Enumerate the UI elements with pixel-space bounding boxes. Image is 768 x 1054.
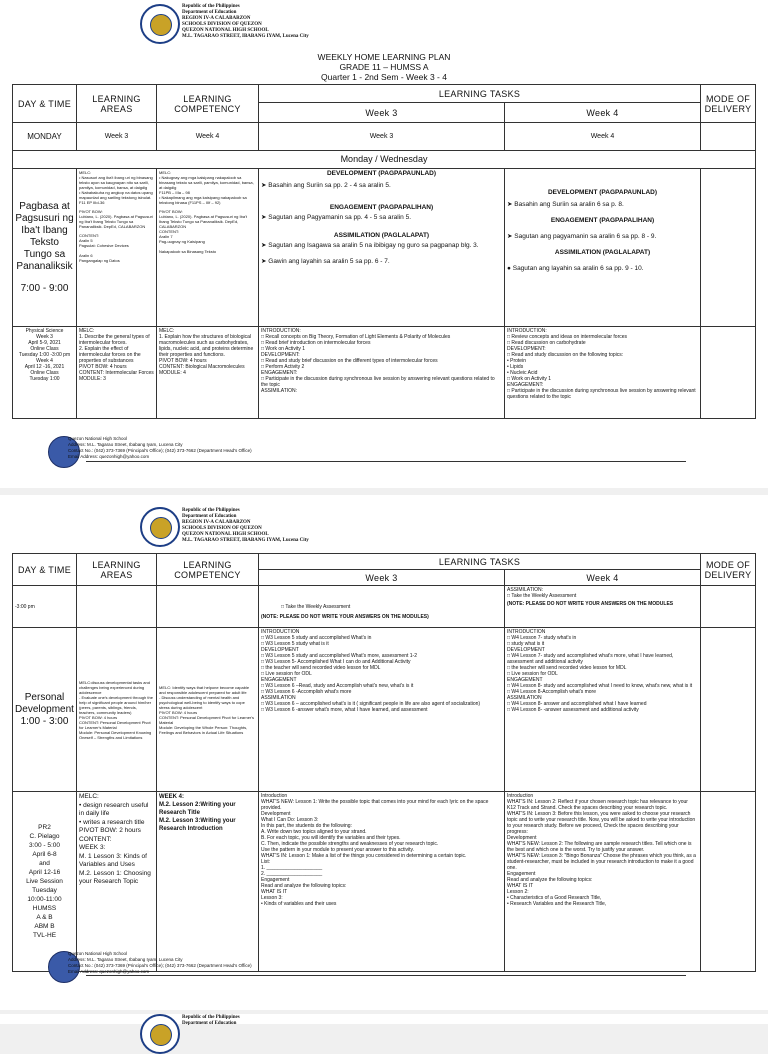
header-line: REGION IV-A CALABARZON [182,16,251,21]
footer-divider [86,975,686,976]
w3-assimilation-item-1: ➤ Sagutan ang Isagawa sa aralin 5 na ibibigay ng guro sa pagpanap blg. 3. [261,242,479,249]
col-week-4: Week 4 [505,570,701,586]
filipino-week3-tasks [259,169,505,327]
pd-areas-cell: MELC:discuss developmental tasks and challenges being experienced during adolescence - Evaluate one's development through the help of significant people around him/her (peers, parents, siblings, friends, teachers, community leaders) PIVOT BOW: 4 hours CONTENT: Personal Development Pivot for Learner's Material Module: Personal Development Knowing Oneself – Strengths and Limitations [77,628,157,792]
pr2-competency-cell: WEEK 4: M.2. Lesson 2:Writing your Research Title M.2. Lesson 3:Writing your Research Introduction [157,792,259,972]
mode-cell [701,586,756,628]
w3-assessment: □ Take the Weekly Assessment [281,604,351,610]
col-learning-tasks: LEARNING TASKS [259,85,701,103]
assessment-week4-cell [505,586,701,628]
deped-seal-icon [140,1014,180,1054]
areas-week3: Week 3 [77,123,157,151]
plan-heading: WEEKLY HOME LEARNING PLAN [317,52,451,62]
filipino-areas-cell [77,169,157,327]
w3-engagement-item: ➤ Sagutan ang Pagyamanin sa pp. 4 - 5 sa aralin 5. [261,214,411,221]
col-mode-of-delivery: MODE OF DELIVERY [701,85,756,123]
footer-school: Quezon National High School [68,951,128,956]
melc-pagbasa-a: MELC: • Nasusuri ang iba't ibang uri ng binasang teksto ayon sa kaugnayan nito sa sarili, pamilya, komunidad, bansa, at daigdig • Nababakuha ng angkop na datos upang mapaunlad ang sariling tekstong isinulat. F11 EP IIId-36 [79,170,153,205]
mode-cell [701,123,756,151]
pr2-week3-tasks: Introduction WHAT'S NEW: Lesson 1: Write the possible topic that comes into your mind for each lyric on the space provided. Development What I Can Do: Lesson 3: In this part, the students do the following: A. Write down two topics aligned to your strand. B. For each topic, you will identify the variables and their types. C. Then, indicate the possible strengths and weaknesses of your research topic. Use the pattern in your module to present your answer to this activity. WHAT'S IN: Lesson 1: Make a list of the things you considered in determining a certain topic. List: 1. ____________________ 2. ____________________ Engagement Read and analyze the following topics: WHAT IS IT Lesson 3: • Kinds of variables and their uses [259,792,505,972]
header-line: M.L. TAGARAO STREET, IBABANG IYAM, Lucena City [182,34,309,39]
header-line: Department of Education [182,514,237,519]
deped-seal-icon [140,507,180,547]
science-areas-cell: MELC: 1. Describe the general types of intermolecular forces. 2. Explain the effect of intermolecular forces on the properties of substances PIVOT BOW: 4 hours CONTENT: Intermolecular Forces MODULE: 3 [77,327,157,419]
content-pagbasa-a: CONTENT: Aralin 5 Pagsulat: Cohesive Devices Aralin 6 Pangangalap ng Datos [79,233,129,263]
pr2-day-cell: PR2 C. Pielago 3:00 - 5:00 April 6-8 and April 12-16 Live Session Tuesday 10:00-11:00 HUMSS A & B ABM B TVL-HE [13,792,77,972]
plan-grade: GRADE 11 – HUMSS A [339,62,429,72]
science-competency-cell: MELC: 1. Explain how the structures of biological macromolecules such as carbohydrates, lipids, nucleic acid, and proteins determine their properties and functions. PIVOT BOW: 4 hours CONTENT: Biological Macromolecules MODULE: 4 [157,327,259,419]
pd-subject-cell: Personal Development 1:00 - 3:00 [13,628,77,792]
page-3 [0,1014,768,1024]
page-2 [0,495,768,1010]
footer-address: Address: M.L. Tagarao Street, Ibabang Iyam, Lucena City [68,957,183,962]
w4-assimilation-heading: ASSIMILATION (PAGLALAPAT) [554,249,651,256]
plan-quarter: Quarter 1 - 2nd Sem - Week 3 - 4 [321,72,447,82]
science-week4-tasks: INTRODUCTION: □ Review concepts and ideas on intermolecular forces □ Read discussion on carbohydrate DEVELOPMENT: □ Read and study discussion on the following topics: • Protein • Lipids • Nucleic Acid □ Work on Activity 1 ENGAGEMENT: □ Participate in the discussion during synchronous live session by answering relevant questions related to the topic [505,327,701,419]
header-line: Republic of the Philippines [182,508,240,513]
pd-competency-cell: MELC: Identify ways that helpone become capable and responsible adolescent prepared for adult life - Discuss understanding of mental health and psychological well-being to identify ways to cope stress during adolescent PIVOT BOW: 4 hours CONTENT: Personal Development Pivot for Learner's Material Module: Developing the Whole Person: Thoughts, Feelings and Behaviors in Actual Life Situations [157,628,259,792]
filipino-competency-cell [157,169,259,327]
assessment-week3-cell [259,586,505,628]
melc-pagbasa-b: MELC: • Nakugnay ang mga kaisipang nakapaloob sa binasang teksto sa sarili, pamilya, komunidad, bansa, at daigdig F11PB – IIIa – 98 • Nakapilmang ang mga kaisipang nakapaloob sa tekstong binasa (F11PS – IIIf – 92) [159,170,254,205]
col-day: DAY & TIME [13,554,77,586]
monday-wednesday-banner: Monday / Wednesday [13,151,756,169]
task-week3: Week 3 [259,123,505,151]
w3-development-item: ➤ Basahin ang Suriin sa pp. 2 - 4 sa aralin 5. [261,182,391,189]
pr2-week4-tasks: Introduction WHAT'S IN: Lesson 2: Reflect if your chosen research topic has relevance to your K12 Track and Strand. Check the spaces describing your research topic. WHAT'S IN: Lesson 3: Before this lesson, you were asked to choose your research topic and to write your research title. Now, you will be asked to write your introduction to your research study. Before we proceed, Check the spaces describing your progress: Development WHAT'S NEW: Lesson 2: The following are sample research titles. Tell which one is the best and which one is the worst. Try to justify your answer. WHAT'S NEW: Lesson 3: "Bingo Bonanza" Choose the phrases which you think, as a student-researcher, must be included in your research introduction to make it a good one. Engagement Read and analyze the following topics: WHAT IS IT Lesson 2: • Characteristics of a Good Research Title, • Research Variables and the Research Title, [505,792,701,972]
w3-note: (NOTE: PLEASE DO NOT WRITE YOUR ANSWERS ON THE MODULES) [261,614,429,620]
footer-email: Email Address: quezonhigh@yahoo.com [68,969,150,974]
w3-assimilation-heading: ASSIMILATION (PAGLALAPAT) [333,232,430,239]
col-learning-areas: LEARNING AREAS [77,85,157,123]
w4-development-heading: DEVELOPMENT (PAGPAPAUNLAD) [547,189,658,196]
w4-assessment: ASSIMILATION: □ Take the Weekly Assessment [507,587,577,599]
w4-development-item: ➤ Basahin ang Suriin sa aralin 6 sa p. 8. [507,201,624,208]
pd-week4-tasks: INTRODUCTION □ W4 Lesson 7- study what's in □ study what is it DEVELOPMENT □ W4 Lesson 7- study and accomplished what's more, what I have learned, assessment and additional activity □ the teacher will send recorded video lesson for MDL □ Live session for ODL ENGAGEMENT □ W4 Lesson 8- study and accomplished what I need to know, what's new, what is it □ W4 Lesson 8-Accomplish what's more ASSIMILATION □ W4 Lesson 8- answer and accomplished what I have learned □ W4 Lesson 8- -answer assessment and additional activity [505,628,701,792]
col-learning-areas: LEARNING AREAS [77,554,157,586]
header-line: M.L. TAGARAO STREET, IBABANG IYAM, Lucena City [182,538,309,543]
col-day: DAY & TIME [13,85,77,123]
footer-school: Quezon National High School [68,436,128,441]
mode-cell [701,327,756,419]
w3-engagement-heading: ENGAGEMENT (PAGPAPALIHAN) [329,204,434,211]
w4-engagement-heading: ENGAGEMENT (PAGPAPALIHAN) [550,217,655,224]
plan-table-page-1 [12,84,756,419]
w4-note: (NOTE: PLEASE DO NOT WRITE YOUR ANSWERS ON THE MODULES [507,601,674,607]
areas-cell [77,586,157,628]
header-line: QUEZON NATIONAL HIGH SCHOOL [182,28,269,33]
time-row-cell: -3:00 pm [13,586,77,628]
page-1 [0,0,768,488]
w3-development-heading: DEVELOPMENT (PAGPAPAUNLAD) [326,170,437,177]
header-line: Republic of the Philippines [182,1015,240,1020]
footer-contact: Contact No.: (042) 373-7369 (Principal's Office); (042) 373-7662 (Department Head's Office) [68,448,252,453]
header-line: SCHOOLS DIVISION OF QUEZON [182,526,262,531]
science-week3-tasks: INTRODUCTION: □ Recall concepts on Big Theory, Formation of Light Elements & Polarity of Molecules □ Read brief introduction on intermolecular forces □ Work on Activity 1 DEVELOPMENT: □ Read and study brief discussion on the different types of intermolecular forces □ Perform Activity 2 ENGAGEMENT: □ Participate in the discussion during synchronous live session by answering relevant questions related to the topic ASSIMILATION: [259,327,505,419]
col-learning-tasks: LEARNING TASKS [259,554,701,570]
time-pagbasa: 7:00 - 9:00 [20,282,69,294]
filipino-day-cell [13,169,77,327]
pivot-pagbasa-a: PIVOT BOW: Lubiano, L. (2020). Pagbasa at Pagsusuri ng Iba't Ibang Teksto Tungo sa Pananaliksik. DepEd, CALABARZON [79,209,153,229]
task-week4: Week 4 [505,123,701,151]
subject-pagbasa: Pagbasa at Pagsusuri ng Iba't Ibang Teksto Tungo sa Pananaliksik [15,200,77,272]
col-week-3: Week 3 [259,570,505,586]
header-line: SCHOOLS DIVISION OF QUEZON [182,22,262,27]
pd-week3-tasks: INTRODUCTION □ W3 Lesson 5 study and accomplished What's in □ W3 Lesson 5 study what is it DEVELOPMENT □ W3 Lesson 5 study and accomplished What's more, assessment 1-2 □ W3 Lesson 5- Accomplished What I can do and Additional Activity □ the teacher will send recorded video lesson for MDL □ Live session for ODL ENGAGEMENT □ W3 Lesson 6 –Read, study and Accomplish what's new, what's is it □ W3 Lesson 6 -Accomplish what's more ASSIMILATION □ W3 Lesson 6 – accomplished what's is it ( significant people in life are also agent of socialization) □ W3 Lesson 6 -answer what's more, what I have learned, and assessment [259,628,505,792]
plan-title [0,52,768,82]
col-week-3: Week 3 [259,103,505,123]
filipino-week4-tasks [505,169,701,327]
footer-divider [86,461,686,462]
footer-contact: Contact No.: (042) 373-7369 (Principal's Office); (042) 373-7662 (Department Head's Office) [68,963,252,968]
w4-engagement-item: ➤ Sagutan ang pagyamanin sa aralin 6 sa pp. 8 - 9. [507,233,657,240]
pr2-areas-cell: MELC: • design research useful in daily life • writes a research title PIVOT BOW: 2 hours CONTENT: WEEK 3: M. 1 Lesson 3: Kinds of Variables and Uses M.2. Lesson 1: Choosing your Research Topic [77,792,157,972]
col-week-4: Week 4 [505,103,701,123]
day-monday: MONDAY [13,123,77,151]
competency-week4: Week 4 [157,123,259,151]
footer-email: Email Address: quezonhigh@yahoo.com [68,454,150,459]
mode-cell [701,628,756,792]
deped-seal-icon [140,4,180,44]
header-line: REGION IV-A CALABARZON [182,520,251,525]
competency-cell [157,586,259,628]
plan-table-page-2 [12,553,756,972]
science-day-cell: Physical Science Week 3 April 5-9, 2021 Online Class Tuesday 1:00 -3:00 pm Week 4 April 12 -16, 2021 Online Class Tuesday 1:00 [13,327,77,419]
header-line: QUEZON NATIONAL HIGH SCHOOL [182,532,269,537]
doc-header [182,508,309,544]
footer-address: Address: M.L. Tagarao Street, Ibabang Iyam, Lucena City [68,442,183,447]
pivot-pagbasa-b: PIVOT BOW: Lubiano, L. (2020). Pagbasa at Pagsusuri ng Iba't Ibang Teksto Tungo sa Pananaliksik. DepEd, CALABARZON CONTENT: Aralin 7 Pag-uugnay ng Kaisipang Nakapaloob sa Binasang Teksto [159,209,247,254]
header-line: Department of Education [182,1021,237,1026]
col-mode-of-delivery: MODE OF DELIVERY [701,554,756,586]
mode-cell [701,169,756,327]
w4-assimilation-item: ● Sagutan ang layahin sa aralin 6 sa pp. 9 - 10. [507,265,644,272]
doc-header [182,1015,240,1027]
col-learning-competency: LEARNING COMPETENCY [157,85,259,123]
doc-header [182,4,309,40]
mode-cell [701,792,756,972]
header-line: Department of Education [182,10,237,15]
w3-assimilation-item-2: ➤ Gawin ang layahin sa aralin 5 sa pp. 6 - 7. [261,258,390,265]
header-line: Republic of the Philippines [182,4,240,9]
col-learning-competency: LEARNING COMPETENCY [157,554,259,586]
